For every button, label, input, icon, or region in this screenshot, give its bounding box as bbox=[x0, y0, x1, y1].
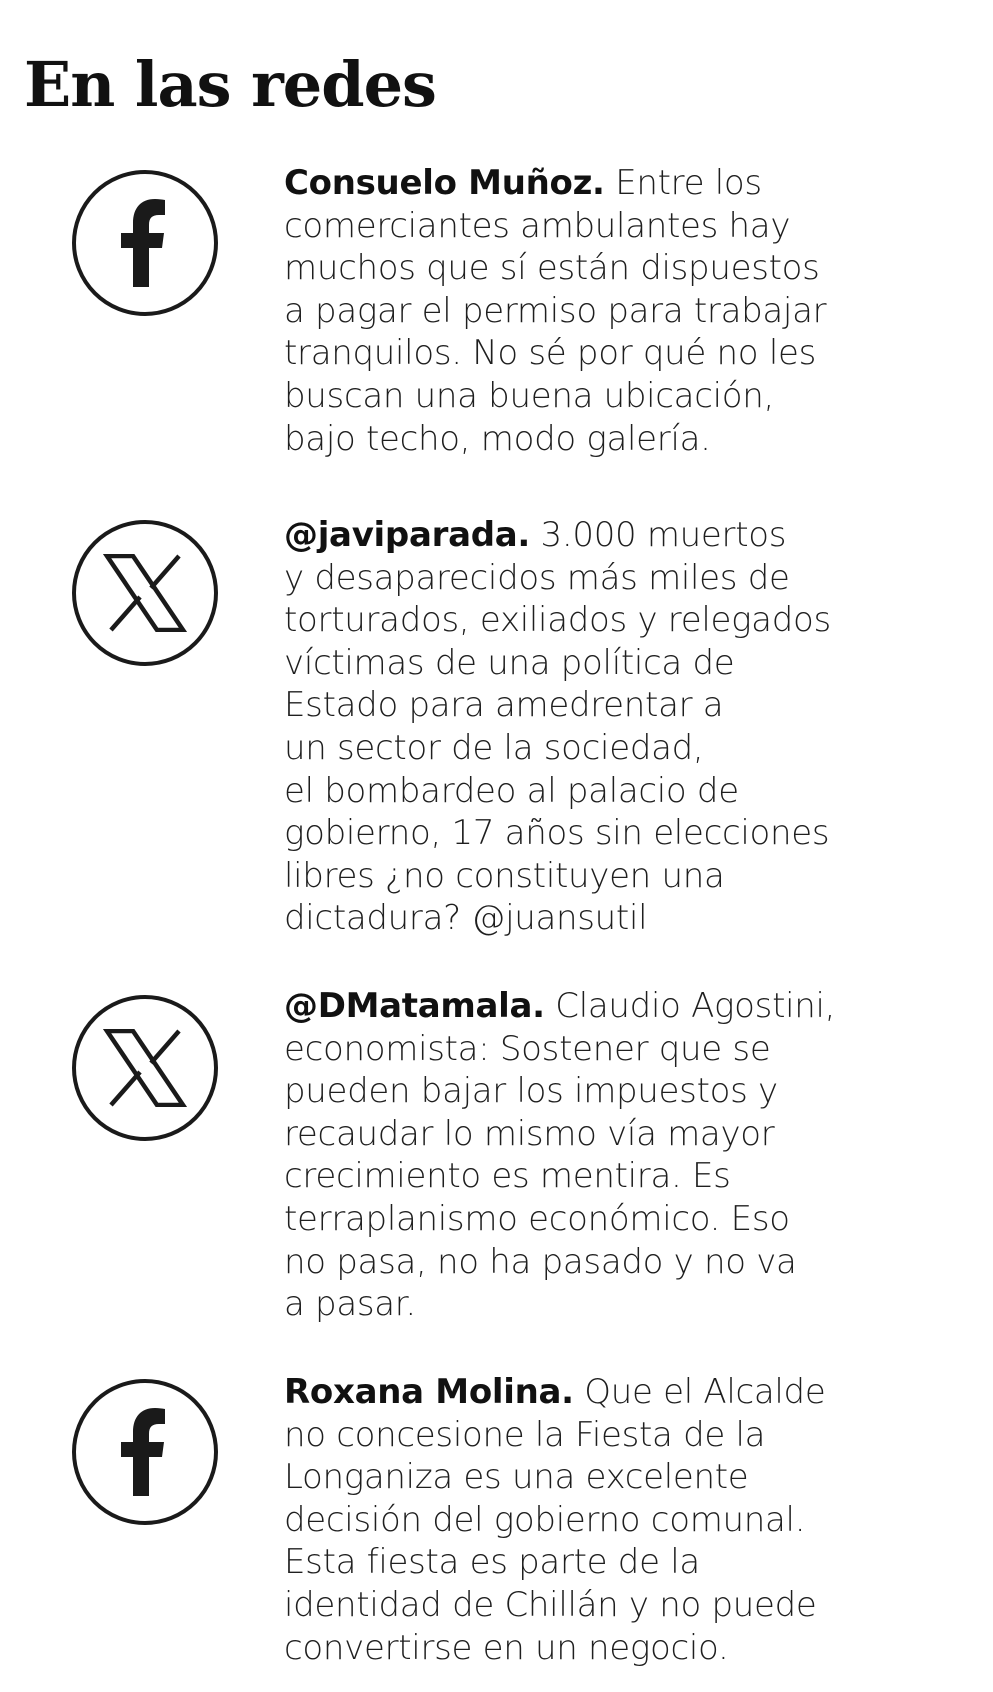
post-body-line: víctimas de una política de bbox=[284, 642, 735, 683]
post-body-line: identidad de Chillán y no puede bbox=[284, 1584, 817, 1625]
facebook-icon bbox=[72, 1379, 218, 1525]
post-body-line: 3.000 muertos bbox=[530, 515, 787, 555]
post-body-line: bajo techo, modo galería. bbox=[284, 418, 711, 459]
post-body-line: y desaparecidos más miles de bbox=[284, 557, 790, 598]
post-body-line: pueden bajar los impuestos y bbox=[284, 1071, 778, 1112]
post-body-line: dictadura? @juansutil bbox=[284, 898, 648, 939]
post-body-line: Que el Alcalde bbox=[573, 1372, 826, 1412]
post-body-line: a pagar el permiso para trabajar bbox=[284, 290, 827, 331]
post-body-line: Estado para amedrentar a bbox=[284, 685, 724, 726]
post-body-line: un sector de la sociedad, bbox=[284, 727, 704, 768]
post-body-line: el bombardeo al palacio de bbox=[284, 770, 739, 811]
post-text bbox=[284, 1371, 964, 1669]
post-author: Roxana Molina. bbox=[284, 1372, 574, 1412]
post-body-line: no pasa, no ha pasado y no va bbox=[284, 1241, 797, 1282]
post-body-line: comerciantes ambulantes hay bbox=[284, 205, 791, 246]
post-body-line: terraplanismo económico. Eso bbox=[284, 1198, 790, 1239]
post-text bbox=[284, 162, 964, 460]
post-body-line: Longaniza es una excelente bbox=[284, 1457, 749, 1498]
post-body-line: Entre los bbox=[604, 163, 762, 203]
post-body-line: Claudio Agostini, bbox=[544, 986, 836, 1026]
x-icon bbox=[72, 520, 218, 666]
post-text bbox=[284, 514, 964, 940]
post-body-line: gobierno, 17 años sin elecciones bbox=[284, 813, 830, 854]
post-body-line: recaudar lo mismo vía mayor bbox=[284, 1113, 775, 1154]
post-body-line: buscan una buena ubicación, bbox=[284, 375, 775, 416]
page-title: En las redes bbox=[24, 48, 436, 121]
post-text bbox=[284, 985, 964, 1326]
post-body-line: a pasar. bbox=[284, 1284, 416, 1325]
post-body-line: economista: Sostener que se bbox=[284, 1028, 771, 1069]
facebook-icon bbox=[72, 170, 218, 316]
post-body-line: no concesione la Fiesta de la bbox=[284, 1414, 766, 1455]
post-author: @javiparada. bbox=[284, 515, 531, 555]
post-body-line: convertirse en un negocio. bbox=[284, 1627, 729, 1668]
post-body-line: crecimiento es mentira. Es bbox=[284, 1156, 731, 1197]
post-body-line: Esta fiesta es parte de la bbox=[284, 1542, 700, 1583]
post-body-line: decisión del gobierno comunal. bbox=[284, 1499, 806, 1540]
post-body-line: libres ¿no constituyen una bbox=[284, 855, 725, 896]
post-author: Consuelo Muñoz. bbox=[284, 163, 605, 203]
post-body-line: tranquilos. No sé por qué no les bbox=[284, 333, 816, 374]
x-icon bbox=[72, 995, 218, 1141]
post-author: @DMatamala. bbox=[284, 986, 545, 1026]
post-body-line: muchos que sí están dispuestos bbox=[284, 248, 820, 289]
post-body-line: torturados, exiliados y relegados bbox=[284, 600, 831, 641]
